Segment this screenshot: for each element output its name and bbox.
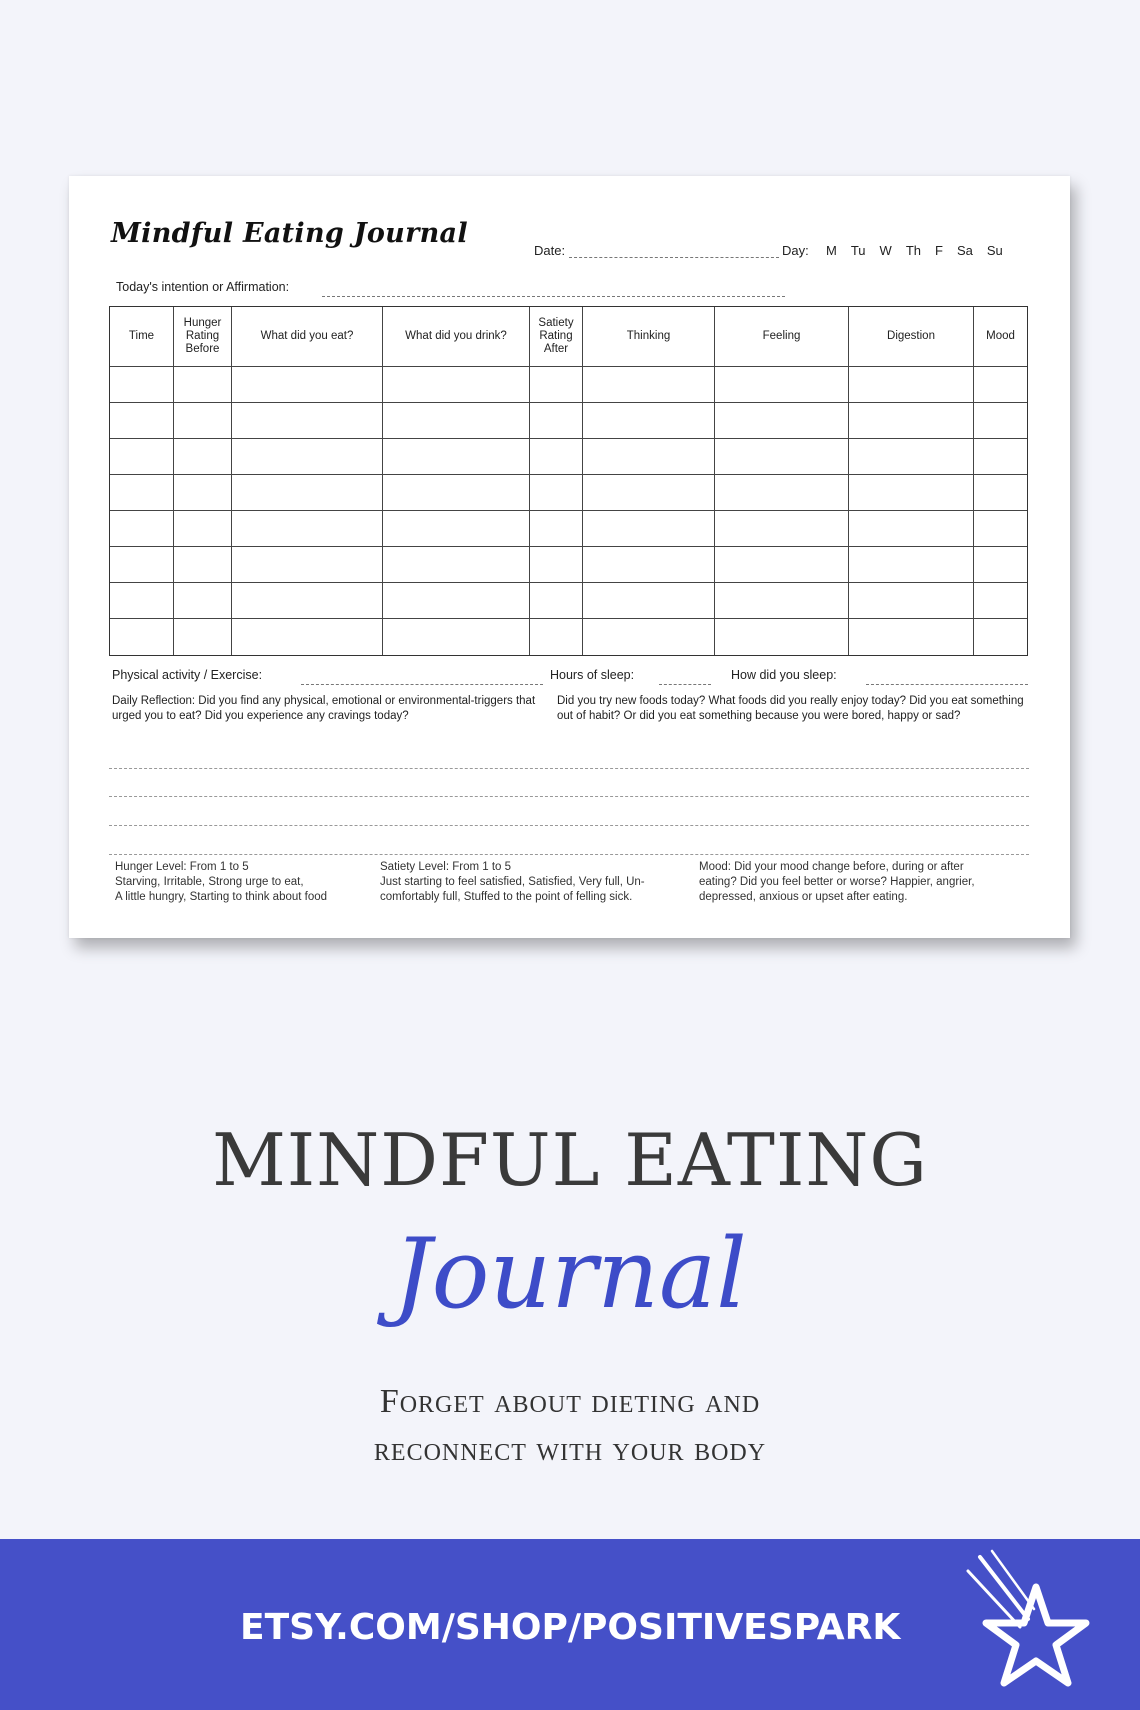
column-header: Digestion — [849, 307, 974, 367]
table-cell — [110, 583, 174, 619]
intention-label: Today's intention or Affirmation: — [116, 280, 290, 294]
table-cell — [974, 439, 1027, 475]
table-cell — [174, 511, 232, 547]
day-option: Th — [905, 243, 921, 258]
day-label: Day: — [782, 243, 809, 258]
table-cell — [849, 547, 974, 583]
day-option: F — [935, 243, 943, 258]
writing-line — [109, 768, 1029, 769]
writing-line — [109, 825, 1029, 826]
promo-tagline — [0, 1378, 1140, 1474]
tagline-line: Forget about dieting and — [379, 1383, 761, 1420]
day-options — [826, 243, 1017, 258]
day-option: Su — [986, 243, 1003, 258]
table-cell — [583, 403, 715, 439]
table-cell — [715, 511, 849, 547]
day-option: Tu — [850, 243, 866, 258]
table-cell — [174, 439, 232, 475]
table-cell — [383, 439, 530, 475]
table-cell — [530, 583, 583, 619]
table-cell — [174, 367, 232, 403]
table-cell — [583, 439, 715, 475]
table-cell — [849, 403, 974, 439]
table-cell — [383, 547, 530, 583]
satiety-level-key: Satiety Level: From 1 to 5 Just starting to feel satisfied, Satisfied, Very full, Un- comfortably full, Stuffed to the point of felling sick. — [380, 861, 645, 903]
table-cell — [715, 475, 849, 511]
column-header: What did you eat? — [232, 307, 383, 367]
table-cell — [383, 403, 530, 439]
sleep-quality-blank-line — [866, 684, 1028, 685]
table-cell — [530, 439, 583, 475]
date-label: Date: — [534, 243, 566, 258]
table-cell — [174, 475, 232, 511]
table-cell — [583, 511, 715, 547]
table-cell — [583, 619, 715, 655]
table-cell — [232, 583, 383, 619]
mood-key: Mood: Did your mood change before, during or after eating? Did you feel better or worse? Happier, angrier, depressed, anxious or upset after eating. — [699, 861, 975, 903]
table-cell — [110, 619, 174, 655]
table-cell — [583, 367, 715, 403]
table-cell — [583, 475, 715, 511]
table-cell — [110, 367, 174, 403]
sleep-hours-blank-line — [659, 684, 711, 685]
table-cell — [715, 583, 849, 619]
table-cell — [530, 403, 583, 439]
column-header: Mood — [974, 307, 1027, 367]
sleep-quality-label: How did you sleep: — [731, 668, 837, 682]
promo-script-word: Journal — [393, 1218, 747, 1330]
column-header: Thinking — [583, 307, 715, 367]
table-cell — [232, 439, 383, 475]
table-cell — [530, 619, 583, 655]
table-cell — [974, 475, 1027, 511]
table-cell — [110, 547, 174, 583]
hunger-level-key: Hunger Level: From 1 to 5 Starving, Irritable, Strong urge to eat, A little hungry, Starting to think about food — [115, 861, 328, 903]
meal-log-table — [109, 306, 1028, 656]
table-cell — [232, 403, 383, 439]
activity-blank-line — [301, 684, 543, 685]
table-cell — [232, 547, 383, 583]
table-cell — [583, 583, 715, 619]
reflection-prompt-left: Daily Reflection: Did you find any physical, emotional or environmental-triggers that urged you to eat? Did you experience any cravings today? — [112, 695, 536, 722]
table-cell — [110, 475, 174, 511]
table-cell — [849, 619, 974, 655]
table-cell — [383, 367, 530, 403]
table-cell — [383, 619, 530, 655]
table-cell — [383, 511, 530, 547]
table-cell — [583, 547, 715, 583]
table-cell — [715, 547, 849, 583]
table-cell — [174, 583, 232, 619]
table-cell — [849, 439, 974, 475]
table-cell — [849, 475, 974, 511]
writing-line — [109, 854, 1029, 855]
table-cell — [174, 403, 232, 439]
day-option: Sa — [956, 243, 973, 258]
writing-line — [109, 796, 1029, 797]
table-cell — [530, 367, 583, 403]
sheet-title: Mindful Eating Journal — [111, 218, 468, 249]
table-cell — [849, 511, 974, 547]
column-header: Hunger Rating Before — [174, 307, 232, 367]
day-option: M — [826, 243, 837, 258]
table-cell — [232, 511, 383, 547]
column-header: Feeling — [715, 307, 849, 367]
table-cell — [715, 619, 849, 655]
table-cell — [715, 439, 849, 475]
table-cell — [110, 403, 174, 439]
table-cell — [232, 619, 383, 655]
shooting-star-icon — [960, 1549, 1100, 1699]
table-cell — [232, 475, 383, 511]
column-header: Satiety Rating After — [530, 307, 583, 367]
journal-sheet-preview — [69, 176, 1070, 938]
table-cell — [974, 583, 1027, 619]
table-cell — [383, 475, 530, 511]
day-option: W — [879, 243, 892, 258]
date-blank-line — [569, 257, 779, 258]
table-cell — [849, 583, 974, 619]
table-cell — [974, 619, 1027, 655]
reflection-prompt-right: Did you try new foods today? What foods did you really enjoy today? Did you eat something out of habit? Or did you eat something because you were bored, happy or sad? — [557, 695, 1024, 722]
column-header: What did you drink? — [383, 307, 530, 367]
table-cell — [530, 547, 583, 583]
tagline-line: reconnect with your body — [373, 1431, 767, 1468]
table-cell — [715, 403, 849, 439]
shop-url-link[interactable]: ETSY.COM/SHOP/POSITIVESPARK — [240, 1607, 901, 1648]
table-cell — [974, 367, 1027, 403]
table-cell — [974, 511, 1027, 547]
activity-label: Physical activity / Exercise: — [112, 668, 263, 682]
table-cell — [383, 583, 530, 619]
shop-banner — [0, 1539, 1140, 1710]
intention-blank-line — [322, 296, 785, 297]
table-cell — [849, 367, 974, 403]
table-cell — [715, 367, 849, 403]
table-cell — [974, 403, 1027, 439]
table-cell — [974, 547, 1027, 583]
table-cell — [530, 475, 583, 511]
table-cell — [232, 367, 383, 403]
promo-headline: MINDFUL EATING — [212, 1118, 928, 1202]
table-cell — [174, 619, 232, 655]
column-header: Time — [110, 307, 174, 367]
table-cell — [110, 511, 174, 547]
table-cell — [110, 439, 174, 475]
table-cell — [530, 511, 583, 547]
sleep-hours-label: Hours of sleep: — [550, 668, 635, 682]
table-cell — [174, 547, 232, 583]
